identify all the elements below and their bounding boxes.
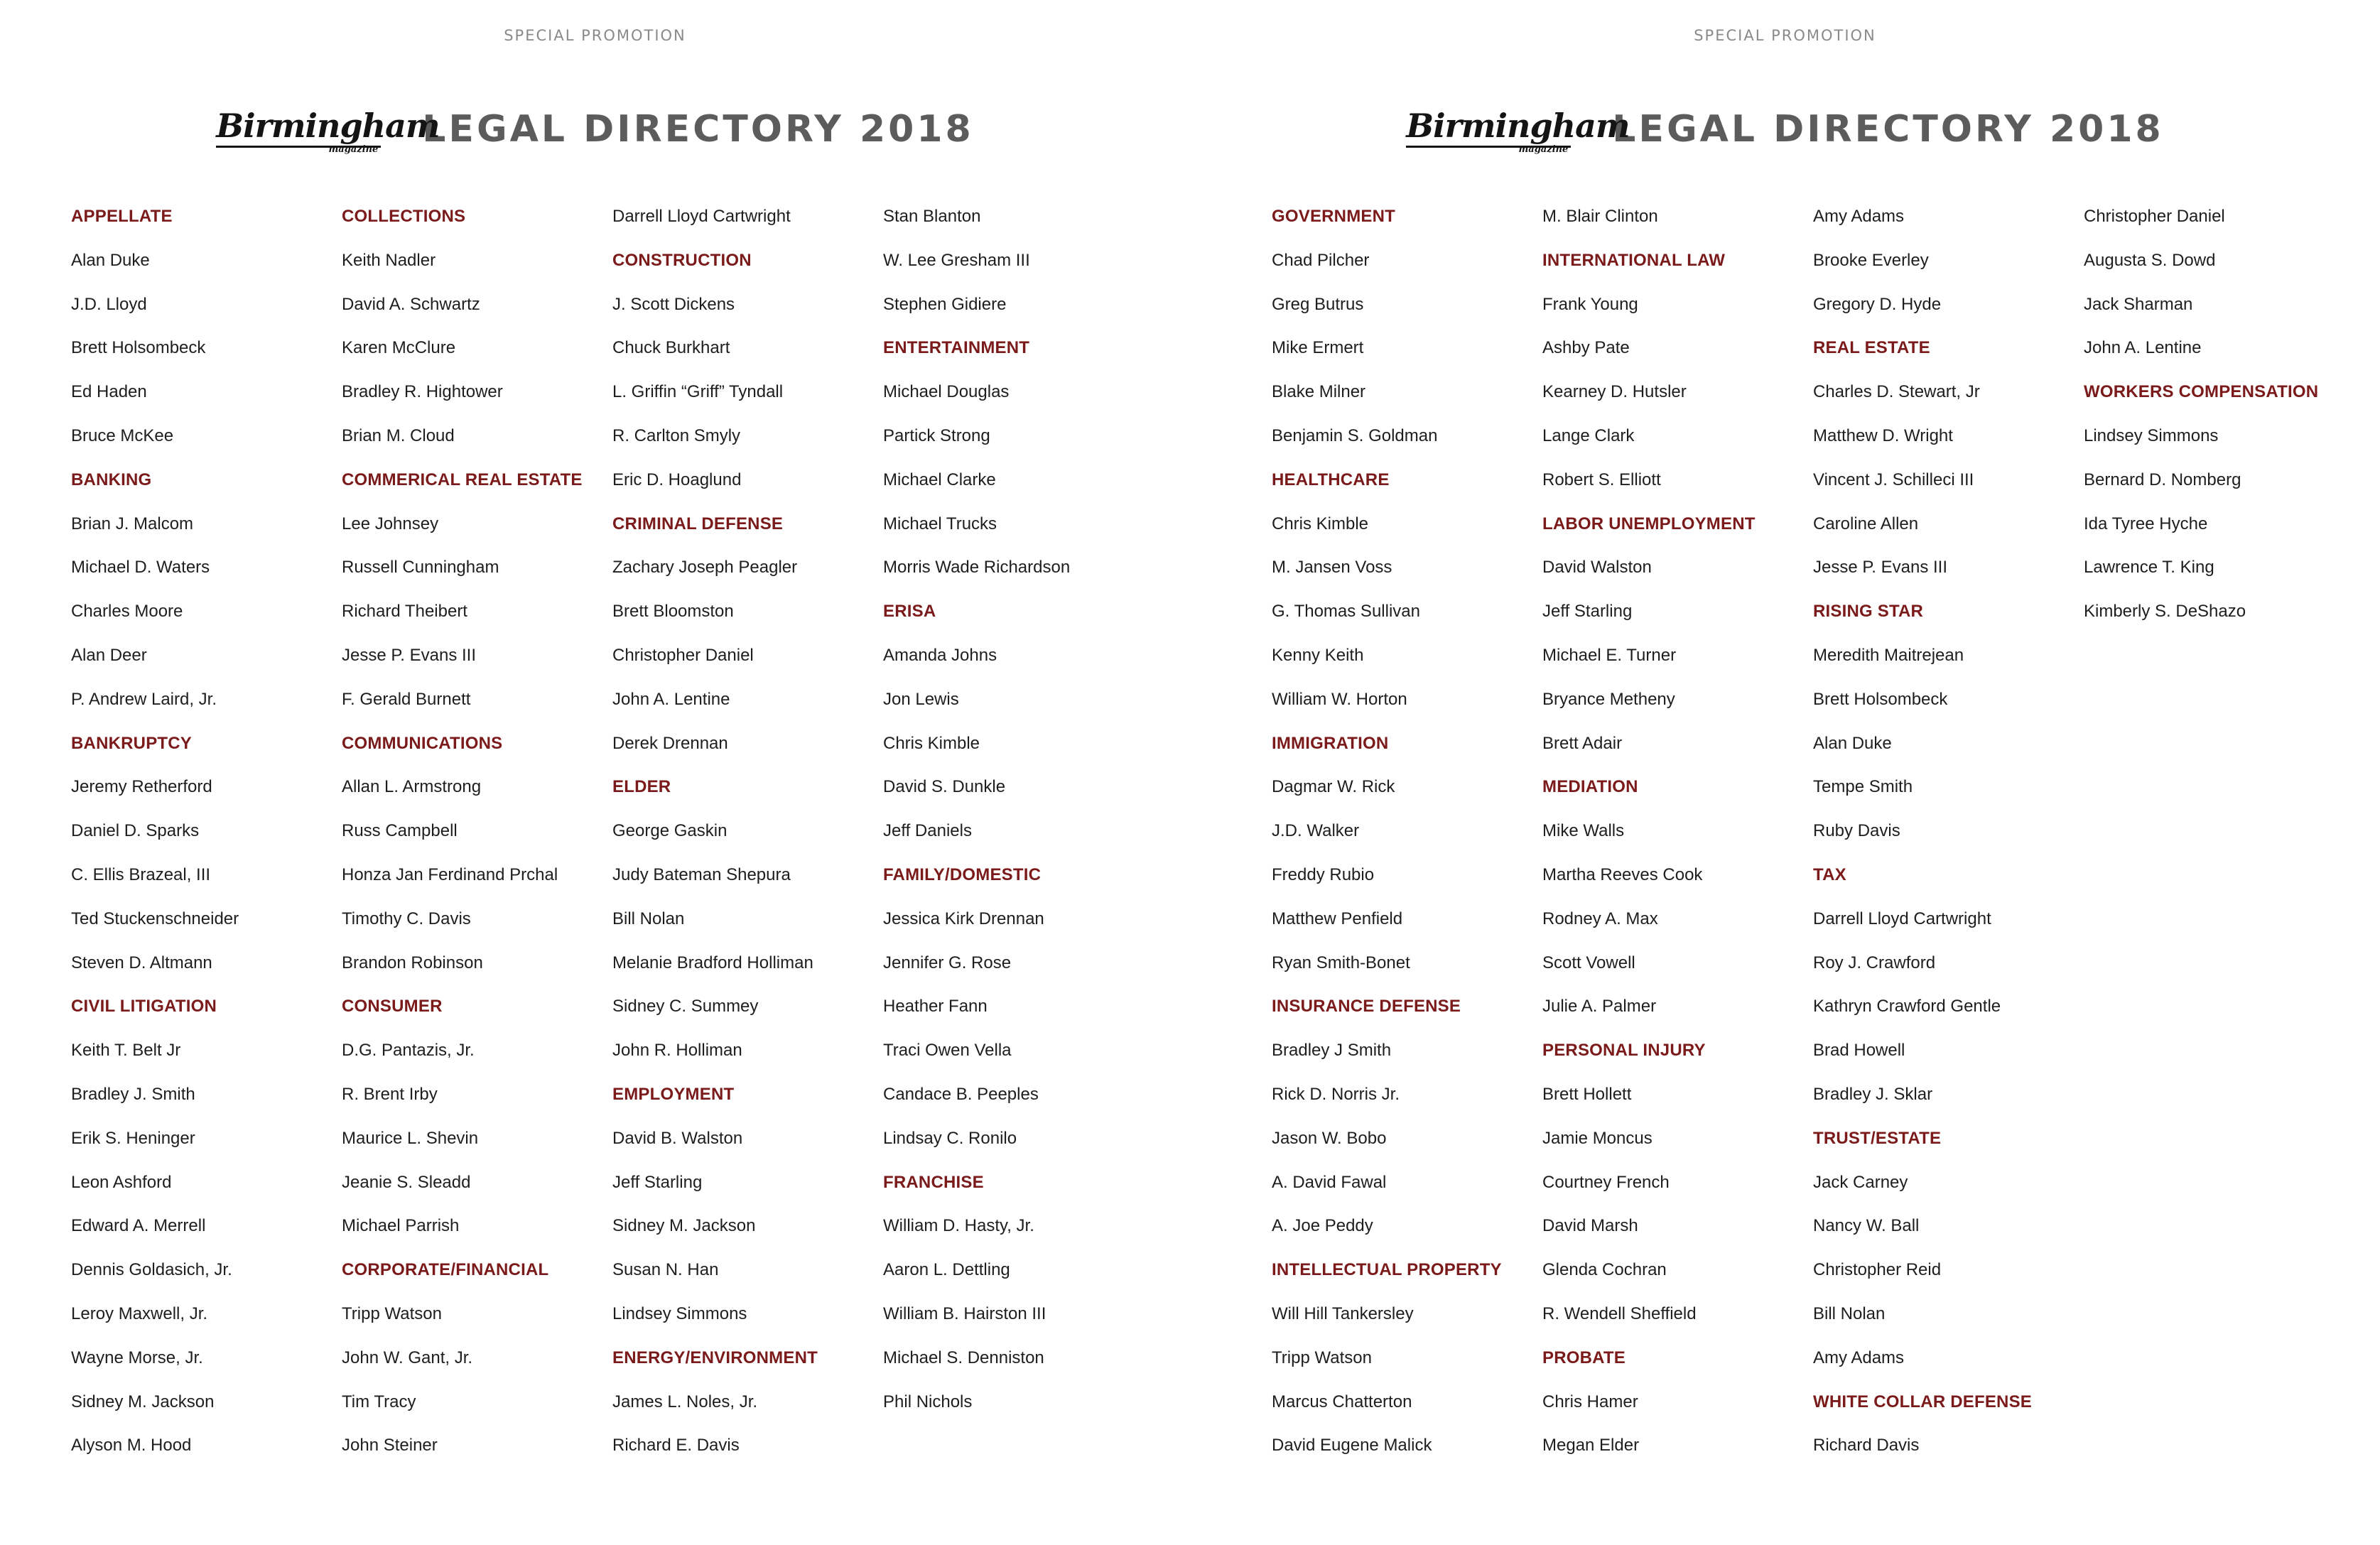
attorney-name: Brad Howell xyxy=(1813,1041,1905,1061)
attorney-name: A. Joe Peddy xyxy=(1272,1216,1373,1236)
practice-area-heading: ELDER xyxy=(612,777,671,797)
attorney-name: Bradley J. Smith xyxy=(71,1084,195,1104)
attorney-name: Mike Walls xyxy=(1542,821,1625,841)
attorney-name: Stan Blanton xyxy=(883,207,981,226)
attorney-name: Brooke Everley xyxy=(1813,250,1929,270)
attorney-name: A. David Fawal xyxy=(1272,1172,1387,1192)
attorney-name: Stephen Gidiere xyxy=(883,294,1007,314)
directory-column xyxy=(2084,202,2318,641)
practice-area-heading: ENERGY/ENVIRONMENT xyxy=(612,1348,818,1367)
attorney-name: Alan Duke xyxy=(1813,733,1892,753)
directory-column xyxy=(1542,202,1756,1475)
attorney-name: Tempe Smith xyxy=(1813,777,1913,797)
practice-area-heading: PROBATE xyxy=(1542,1348,1626,1367)
attorney-name: M. Jansen Voss xyxy=(1272,558,1392,578)
attorney-name: Lindsey Simmons xyxy=(2084,425,2219,445)
attorney-name: Sidney M. Jackson xyxy=(71,1392,215,1411)
attorney-name: Nancy W. Ball xyxy=(1813,1216,1920,1236)
attorney-name: Augusta S. Dowd xyxy=(2084,250,2216,270)
attorney-name: Ruby Davis xyxy=(1813,821,1900,841)
attorney-name: Alan Duke xyxy=(71,250,150,270)
attorney-name: Zachary Joseph Peagler xyxy=(612,558,798,578)
attorney-name: Chris Hamer xyxy=(1542,1392,1638,1411)
attorney-name: Michael S. Denniston xyxy=(883,1348,1044,1367)
attorney-name: Freddy Rubio xyxy=(1272,864,1375,884)
attorney-name: Jesse P. Evans III xyxy=(342,645,476,665)
attorney-name: Heather Fann xyxy=(883,997,988,1017)
attorney-name: Maurice L. Shevin xyxy=(342,1128,479,1148)
attorney-name: Bill Nolan xyxy=(1813,1303,1886,1323)
attorney-name: Martha Reeves Cook xyxy=(1542,864,1703,884)
practice-area-heading: GOVERNMENT xyxy=(1272,207,1396,226)
practice-area-heading: COLLECTIONS xyxy=(342,207,466,226)
attorney-name: C. Ellis Brazeal, III xyxy=(71,864,211,884)
attorney-name: Mike Ermert xyxy=(1272,338,1364,358)
attorney-name: Leon Ashford xyxy=(71,1172,172,1192)
practice-area-heading: ENTERTAINMENT xyxy=(883,338,1030,358)
practice-area-heading: APPELLATE xyxy=(71,207,173,226)
special-promotion-label: SPECIAL PROMOTION xyxy=(504,27,686,44)
attorney-name: Jon Lewis xyxy=(883,689,959,709)
attorney-name: Derek Drennan xyxy=(612,733,728,753)
directory-column xyxy=(612,202,818,1475)
attorney-name: Frank Young xyxy=(1542,294,1638,314)
attorney-name: Chris Kimble xyxy=(883,733,980,753)
attorney-name: Charles Moore xyxy=(71,602,183,622)
attorney-name: Alan Deer xyxy=(71,645,147,665)
attorney-name: Ted Stuckenschneider xyxy=(71,909,239,928)
practice-area-heading: CORPORATE/FINANCIAL xyxy=(342,1260,549,1280)
attorney-name: David Walston xyxy=(1542,558,1652,578)
practice-area-heading: INTELLECTUAL PROPERTY xyxy=(1272,1260,1502,1280)
attorney-name: Lange Clark xyxy=(1542,425,1635,445)
attorney-name: Alyson M. Hood xyxy=(71,1436,192,1455)
attorney-name: Jeanie S. Sleadd xyxy=(342,1172,471,1192)
attorney-name: Matthew D. Wright xyxy=(1813,425,1953,445)
attorney-name: Richard Theibert xyxy=(342,602,467,622)
attorney-name: Roy J. Crawford xyxy=(1813,953,1936,972)
practice-area-heading: CRIMINAL DEFENSE xyxy=(612,514,784,533)
practice-area-heading: WHITE COLLAR DEFENSE xyxy=(1813,1392,2032,1411)
attorney-name: Michael D. Waters xyxy=(71,558,210,578)
attorney-name: Jack Sharman xyxy=(2084,294,2193,314)
attorney-name: F. Gerald Burnett xyxy=(342,689,471,709)
attorney-name: Charles D. Stewart, Jr xyxy=(1813,382,1980,402)
attorney-name: Michael Douglas xyxy=(883,382,1010,402)
attorney-name: Honza Jan Ferdinand Prchal xyxy=(342,864,558,884)
attorney-name: Russell Cunningham xyxy=(342,558,499,578)
attorney-name: David Marsh xyxy=(1542,1216,1638,1236)
attorney-name: William W. Horton xyxy=(1272,689,1407,709)
attorney-name: R. Brent Irby xyxy=(342,1084,438,1104)
birmingham-magazine-logo: Birmingham magazine xyxy=(216,107,440,155)
attorney-name: Daniel D. Sparks xyxy=(71,821,200,841)
attorney-name: Rick D. Norris Jr. xyxy=(1272,1084,1400,1104)
attorney-name: Christopher Daniel xyxy=(612,645,754,665)
attorney-name: David B. Walston xyxy=(612,1128,743,1148)
attorney-name: Greg Butrus xyxy=(1272,294,1364,314)
attorney-name: Jeff Daniels xyxy=(883,821,972,841)
attorney-name: Brett Hollett xyxy=(1542,1084,1632,1104)
practice-area-heading: WORKERS COMPENSATION xyxy=(2084,382,2319,402)
attorney-name: R. Carlton Smyly xyxy=(612,425,741,445)
attorney-name: Megan Elder xyxy=(1542,1436,1640,1455)
attorney-name: Glenda Cochran xyxy=(1542,1260,1667,1280)
birmingham-magazine-logo: Birmingham magazine xyxy=(1406,107,1630,155)
practice-area-heading: REAL ESTATE xyxy=(1813,338,1930,358)
attorney-name: Karen McClure xyxy=(342,338,456,358)
attorney-name: Jack Carney xyxy=(1813,1172,1908,1192)
attorney-name: Jeff Starling xyxy=(612,1172,703,1192)
practice-area-heading: MEDIATION xyxy=(1542,777,1638,797)
practice-area-heading: LABOR UNEMPLOYMENT xyxy=(1542,514,1756,533)
attorney-name: George Gaskin xyxy=(612,821,727,841)
practice-area-heading: IMMIGRATION xyxy=(1272,733,1389,753)
attorney-name: Keith T. Belt Jr xyxy=(71,1041,181,1061)
attorney-name: Brett Bloomston xyxy=(612,602,734,622)
attorney-name: J. Scott Dickens xyxy=(612,294,735,314)
attorney-name: Ryan Smith-Bonet xyxy=(1272,953,1410,972)
attorney-name: Keith Nadler xyxy=(342,250,436,270)
attorney-name: Darrell Lloyd Cartwright xyxy=(612,207,791,226)
attorney-name: J.D. Lloyd xyxy=(71,294,147,314)
attorney-name: Kenny Keith xyxy=(1272,645,1364,665)
attorney-name: Edward A. Merrell xyxy=(71,1216,206,1236)
attorney-name: Michael Clarke xyxy=(883,470,996,489)
masthead xyxy=(1190,107,2380,155)
practice-area-heading: CONSUMER xyxy=(342,997,443,1017)
attorney-name: Brian M. Cloud xyxy=(342,425,455,445)
attorney-name: Amy Adams xyxy=(1813,207,1905,226)
attorney-name: Dennis Goldasich, Jr. xyxy=(71,1260,232,1280)
attorney-name: Eric D. Hoaglund xyxy=(612,470,742,489)
attorney-name: Michael Parrish xyxy=(342,1216,460,1236)
practice-area-heading: FAMILY/DOMESTIC xyxy=(883,864,1042,884)
attorney-name: Lawrence T. King xyxy=(2084,558,2214,578)
attorney-name: Bruce McKee xyxy=(71,425,174,445)
practice-area-heading: EMPLOYMENT xyxy=(612,1084,735,1104)
attorney-name: James L. Noles, Jr. xyxy=(612,1392,758,1411)
directory-column xyxy=(1272,202,1502,1475)
attorney-name: Bernard D. Nomberg xyxy=(2084,470,2241,489)
attorney-name: Matthew Penfield xyxy=(1272,909,1403,928)
attorney-name: Sidney C. Summey xyxy=(612,997,759,1017)
right-page xyxy=(1190,0,2380,1545)
attorney-name: Melanie Bradford Holliman xyxy=(612,953,813,972)
attorney-name: W. Lee Gresham III xyxy=(883,250,1030,270)
attorney-name: Marcus Chatterton xyxy=(1272,1392,1412,1411)
directory-column xyxy=(1813,202,2032,1475)
attorney-name: Bradley J. Sklar xyxy=(1813,1084,1933,1104)
attorney-name: Ida Tyree Hyche xyxy=(2084,514,2208,533)
practice-area-heading: RISING STAR xyxy=(1813,602,1924,622)
attorney-name: Richard Davis xyxy=(1813,1436,1920,1455)
attorney-name: Wayne Morse, Jr. xyxy=(71,1348,203,1367)
attorney-name: Bradley R. Hightower xyxy=(342,382,503,402)
attorney-name: Brandon Robinson xyxy=(342,953,483,972)
attorney-name: Brett Holsombeck xyxy=(1813,689,1948,709)
special-promotion-label: SPECIAL PROMOTION xyxy=(1694,27,1876,44)
attorney-name: Steven D. Altmann xyxy=(71,953,212,972)
attorney-name: Amanda Johns xyxy=(883,645,997,665)
attorney-name: Jamie Moncus xyxy=(1542,1128,1653,1148)
practice-area-heading: CONSTRUCTION xyxy=(612,250,752,270)
directory-column xyxy=(883,202,1070,1431)
masthead xyxy=(0,107,1190,155)
attorney-name: Allan L. Armstrong xyxy=(342,777,482,797)
attorney-name: Chad Pilcher xyxy=(1272,250,1370,270)
attorney-name: J.D. Walker xyxy=(1272,821,1360,841)
attorney-name: Darrell Lloyd Cartwright xyxy=(1813,909,1991,928)
attorney-name: Bill Nolan xyxy=(612,909,685,928)
attorney-name: Brian J. Malcom xyxy=(71,514,194,533)
practice-area-heading: INSURANCE DEFENSE xyxy=(1272,997,1461,1017)
attorney-name: Aaron L. Dettling xyxy=(883,1260,1010,1280)
attorney-name: Lee Johnsey xyxy=(342,514,439,533)
attorney-name: Caroline Allen xyxy=(1813,514,1919,533)
attorney-name: Jason W. Bobo xyxy=(1272,1128,1387,1148)
attorney-name: Amy Adams xyxy=(1813,1348,1905,1367)
attorney-name: M. Blair Clinton xyxy=(1542,207,1658,226)
attorney-name: Meredith Maitrejean xyxy=(1813,645,1964,665)
attorney-name: Jennifer G. Rose xyxy=(883,953,1012,972)
attorney-name: Benjamin S. Goldman xyxy=(1272,425,1438,445)
practice-area-heading: HEALTHCARE xyxy=(1272,470,1390,489)
directory-column xyxy=(342,202,583,1475)
practice-area-heading: ERISA xyxy=(883,602,936,622)
attorney-name: Jessica Kirk Drennan xyxy=(883,909,1044,928)
practice-area-heading: PERSONAL INJURY xyxy=(1542,1041,1706,1061)
attorney-name: Richard E. Davis xyxy=(612,1436,740,1455)
attorney-name: Tripp Watson xyxy=(1272,1348,1372,1367)
attorney-name: Brett Adair xyxy=(1542,733,1623,753)
attorney-name: Dagmar W. Rick xyxy=(1272,777,1395,797)
attorney-name: Brett Holsombeck xyxy=(71,338,206,358)
attorney-name: John W. Gant, Jr. xyxy=(342,1348,473,1367)
attorney-name: Traci Owen Vella xyxy=(883,1041,1012,1061)
attorney-name: Candace B. Peeples xyxy=(883,1084,1039,1104)
attorney-name: Leroy Maxwell, Jr. xyxy=(71,1303,208,1323)
attorney-name: Jeff Starling xyxy=(1542,602,1633,622)
attorney-name: Susan N. Han xyxy=(612,1260,719,1280)
attorney-name: John R. Holliman xyxy=(612,1041,742,1061)
attorney-name: Scott Vowell xyxy=(1542,953,1635,972)
attorney-name: Kathryn Crawford Gentle xyxy=(1813,997,2001,1017)
attorney-name: William B. Hairston III xyxy=(883,1303,1046,1323)
practice-area-heading: BANKING xyxy=(71,470,152,489)
attorney-name: Vincent J. Schilleci III xyxy=(1813,470,1974,489)
practice-area-heading: BANKRUPTCY xyxy=(71,733,192,753)
attorney-name: L. Griffin “Griff” Tyndall xyxy=(612,382,784,402)
attorney-name: Gregory D. Hyde xyxy=(1813,294,1942,314)
practice-area-heading: CIVIL LITIGATION xyxy=(71,997,217,1017)
practice-area-heading: INTERNATIONAL LAW xyxy=(1542,250,1726,270)
attorney-name: Tripp Watson xyxy=(342,1303,442,1323)
attorney-name: Timothy C. Davis xyxy=(342,909,471,928)
attorney-name: Bryance Metheny xyxy=(1542,689,1675,709)
practice-area-heading: COMMERICAL REAL ESTATE xyxy=(342,470,583,489)
attorney-name: John Steiner xyxy=(342,1436,438,1455)
attorney-name: Christopher Reid xyxy=(1813,1260,1942,1280)
attorney-name: Phil Nichols xyxy=(883,1392,973,1411)
attorney-name: Jesse P. Evans III xyxy=(1813,558,1947,578)
attorney-name: D.G. Pantazis, Jr. xyxy=(342,1041,475,1061)
attorney-name: Judy Bateman Shepura xyxy=(612,864,791,884)
attorney-name: Jeremy Retherford xyxy=(71,777,212,797)
practice-area-heading: TRUST/ESTATE xyxy=(1813,1128,1942,1148)
practice-area-heading: FRANCHISE xyxy=(883,1172,984,1192)
attorney-name: R. Wendell Sheffield xyxy=(1542,1303,1697,1323)
attorney-name: David S. Dunkle xyxy=(883,777,1006,797)
attorney-name: Ed Haden xyxy=(71,382,147,402)
attorney-name: Julie A. Palmer xyxy=(1542,997,1657,1017)
attorney-name: Michael Trucks xyxy=(883,514,997,533)
attorney-name: Partick Strong xyxy=(883,425,990,445)
attorney-name: Morris Wade Richardson xyxy=(883,558,1071,578)
attorney-name: Chris Kimble xyxy=(1272,514,1369,533)
attorney-name: Sidney M. Jackson xyxy=(612,1216,756,1236)
practice-area-heading: TAX xyxy=(1813,864,1846,884)
attorney-name: Erik S. Heninger xyxy=(71,1128,195,1148)
attorney-name: Chuck Burkhart xyxy=(612,338,730,358)
practice-area-heading: COMMUNICATIONS xyxy=(342,733,503,753)
attorney-name: Bradley J Smith xyxy=(1272,1041,1392,1061)
attorney-name: John A. Lentine xyxy=(612,689,730,709)
attorney-name: P. Andrew Laird, Jr. xyxy=(71,689,217,709)
attorney-name: Kearney D. Hutsler xyxy=(1542,382,1687,402)
directory-column xyxy=(71,202,239,1475)
attorney-name: John A. Lentine xyxy=(2084,338,2202,358)
directory-title: LEGAL DIRECTORY 2018 xyxy=(422,108,974,151)
attorney-name: David A. Schwartz xyxy=(342,294,480,314)
attorney-name: Michael E. Turner xyxy=(1542,645,1677,665)
attorney-name: Russ Campbell xyxy=(342,821,458,841)
attorney-name: Courtney French xyxy=(1542,1172,1670,1192)
attorney-name: Rodney A. Max xyxy=(1542,909,1658,928)
attorney-name: Tim Tracy xyxy=(342,1392,416,1411)
attorney-name: David Eugene Malick xyxy=(1272,1436,1432,1455)
attorney-name: Will Hill Tankersley xyxy=(1272,1303,1414,1323)
attorney-name: Christopher Daniel xyxy=(2084,207,2225,226)
attorney-name: Kimberly S. DeShazo xyxy=(2084,602,2246,622)
attorney-name: Lindsey Simmons xyxy=(612,1303,747,1323)
attorney-name: Lindsay C. Ronilo xyxy=(883,1128,1017,1148)
attorney-name: William D. Hasty, Jr. xyxy=(883,1216,1034,1236)
attorney-name: Robert S. Elliott xyxy=(1542,470,1661,489)
attorney-name: Blake Milner xyxy=(1272,382,1366,402)
attorney-name: G. Thomas Sullivan xyxy=(1272,602,1420,622)
attorney-name: Ashby Pate xyxy=(1542,338,1630,358)
directory-title: LEGAL DIRECTORY 2018 xyxy=(1612,108,2164,151)
